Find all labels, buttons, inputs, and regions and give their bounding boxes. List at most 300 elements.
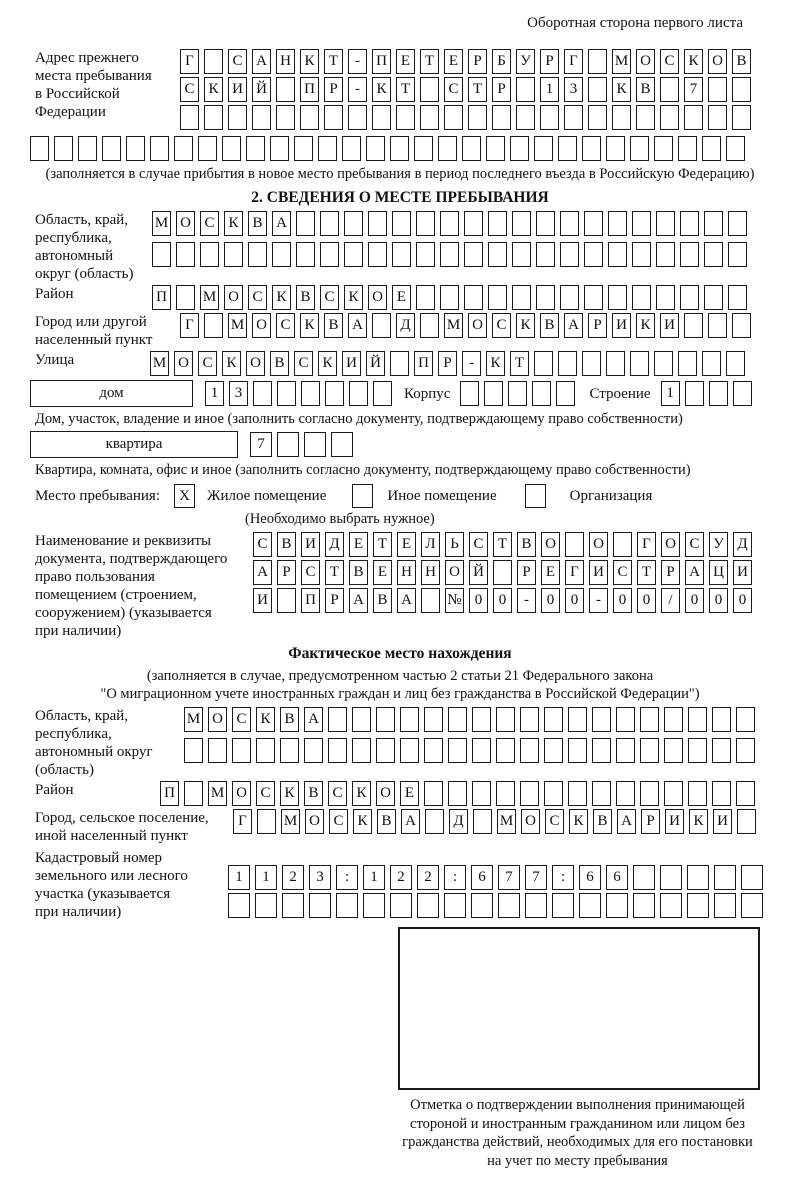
char-cell: 1 [363,865,385,890]
char-cell: - [348,49,367,74]
char-cell [584,242,603,267]
stroenie-label: Строение [589,385,651,402]
actual-district-block [35,781,765,806]
char-cell [660,77,679,102]
char-cell: И [665,809,684,834]
char-cell [276,77,295,102]
char-cell: 0 [565,588,584,613]
char-cell: С [469,532,488,557]
char-cell: О [246,351,265,376]
char-cell [664,738,683,763]
char-cell [654,136,673,161]
char-cell [664,781,683,806]
char-cell: 0 [685,588,704,613]
char-cell: О [174,351,193,376]
char-cell: 2 [282,865,304,890]
char-cell: К [689,809,708,834]
char-cell: Т [493,532,512,557]
char-cell [664,707,683,732]
char-cell: 6 [471,865,493,890]
char-cell [228,893,250,918]
char-cell [276,105,295,130]
char-cell [184,781,203,806]
char-cell [616,707,635,732]
char-cell [688,707,707,732]
char-cell: Ц [709,560,728,585]
char-cell [256,738,275,763]
char-cell [444,893,466,918]
cadastre-row-1 [228,865,763,890]
char-cell [270,136,289,161]
house-row [30,380,765,407]
char-cell [176,285,195,310]
char-cell [324,105,343,130]
char-cell: К [318,351,337,376]
char-cell [684,313,703,338]
char-cell: 6 [579,865,601,890]
char-cell: 7 [525,865,547,890]
char-cell: Г [564,49,583,74]
prev-address-block [35,49,765,133]
char-cell [728,211,747,236]
char-cell [246,136,265,161]
apartment-note: Квартира, комната, офис и иное (заполнить согласно документу, подтверждающему право собственности) [35,462,691,478]
char-cell [376,707,395,732]
char-cell [592,738,611,763]
char-cell [486,136,505,161]
char-cell [30,136,49,161]
char-cell [472,707,491,732]
char-cell: Е [400,781,419,806]
char-cell [688,738,707,763]
char-cell [579,893,601,918]
char-cell: К [486,351,505,376]
actual-region-label: Область, край, республика, автономный округ (область) [35,708,153,778]
char-cell [320,242,339,267]
document-label: Наименование и реквизиты документа, подтверждающего право пользования помещением (строением, сооружением) (указывается при наличии) [35,533,228,639]
char-cell [496,781,515,806]
char-cell [630,136,649,161]
char-cell [678,136,697,161]
char-cell: Т [468,77,487,102]
actual-location-title: Фактическое место нахождения [288,645,512,662]
char-cell: 0 [541,588,560,613]
char-cell: Е [349,532,368,557]
char-cell [640,781,659,806]
char-cell [414,136,433,161]
char-cell [252,105,271,130]
char-cell [342,136,361,161]
char-cell [373,381,392,406]
char-cell: Л [421,532,440,557]
char-cell: К [352,781,371,806]
char-cell [126,136,145,161]
char-cell: - [589,588,608,613]
char-cell [204,49,223,74]
char-cell [558,351,577,376]
char-cell [496,738,515,763]
char-cell: 0 [733,588,752,613]
char-cell [712,738,731,763]
char-cell: А [397,588,416,613]
char-cell [468,105,487,130]
char-cell [640,707,659,732]
house-note: Дом, участок, владение и иное (заполнить согласно документу, подтверждающему право собственности) [35,411,683,427]
char-cell [552,893,574,918]
char-cell: Й [252,77,271,102]
char-cell [420,105,439,130]
char-cell: Д [449,809,468,834]
char-cell: И [733,560,752,585]
char-cell: 2 [390,865,412,890]
char-cell [582,351,601,376]
char-cell [534,136,553,161]
char-cell: К [300,313,319,338]
stay-type-label: Место пребывания: [35,488,160,504]
cadastre-block [35,849,765,921]
char-cell: Т [510,351,529,376]
char-cell [460,381,479,406]
char-cell [733,381,752,406]
char-cell [516,105,535,130]
char-cell [708,77,727,102]
char-cell: К [300,49,319,74]
char-cell: О [708,49,727,74]
char-cell [328,707,347,732]
char-cell [390,136,409,161]
char-cell: В [636,77,655,102]
char-cell: С [198,351,217,376]
char-cell: К [280,781,299,806]
char-cell: С [329,809,348,834]
char-cell [510,136,529,161]
char-cell: Т [420,49,439,74]
actual-district-row [160,781,755,806]
char-cell [496,707,515,732]
char-cell: Е [392,285,411,310]
char-cell [488,285,507,310]
char-cell [304,738,323,763]
house-box-label: дом [30,380,193,407]
korpus-cells [460,381,575,406]
char-cell [331,432,353,457]
char-cell: О [636,49,655,74]
char-cell [471,893,493,918]
char-cell [498,893,520,918]
actual-region-row-2 [184,738,755,763]
char-cell: С [685,532,704,557]
char-cell [536,211,555,236]
char-cell: К [372,77,391,102]
actual-city-label: Город, сельское поселение, иной населенный пункт [35,810,209,844]
char-cell: М [184,707,203,732]
char-cell [390,893,412,918]
char-cell: О [176,211,195,236]
char-cell: Е [397,532,416,557]
char-cell: С [660,49,679,74]
char-cell: 0 [637,588,656,613]
char-cell: В [304,781,323,806]
char-cell [516,77,535,102]
char-cell [440,242,459,267]
char-cell [488,242,507,267]
char-cell: : [336,865,358,890]
char-cell: И [342,351,361,376]
char-cell: И [301,532,320,557]
street-block [35,351,765,376]
char-cell [152,242,171,267]
char-cell: С [294,351,313,376]
char-cell [680,211,699,236]
char-cell: В [248,211,267,236]
char-cell [608,211,627,236]
char-cell: Н [421,560,440,585]
char-cell [685,381,704,406]
char-cell [520,781,539,806]
actual-district-label: Район [35,782,74,798]
char-cell [633,893,655,918]
stay-type-note: (Необходимо выбрать нужное) [245,511,435,527]
char-cell [400,738,419,763]
char-cell: / [661,588,680,613]
actual-location-note-2: "О миграционном учете иностранных граждан и лиц без гражданства в Российской Федерации") [100,686,700,702]
char-cell [253,381,272,406]
char-cell [732,105,751,130]
char-cell [255,893,277,918]
prev-address-row-1 [180,49,751,74]
char-cell: К [344,285,363,310]
char-cell: В [593,809,612,834]
char-cell: С [256,781,275,806]
char-cell: М [200,285,219,310]
char-cell: Г [637,532,656,557]
char-cell: О [468,313,487,338]
char-cell: Т [396,77,415,102]
char-cell: О [541,532,560,557]
char-cell [464,242,483,267]
char-cell [150,136,169,161]
char-cell [424,738,443,763]
apartment-cells [250,432,353,457]
char-cell [392,242,411,267]
char-cell [616,738,635,763]
char-cell [512,285,531,310]
char-cell: В [377,809,396,834]
char-cell [309,893,331,918]
document-block [35,532,765,640]
char-cell [680,285,699,310]
char-cell: А [349,588,368,613]
prev-address-rows [180,49,751,133]
char-cell: Р [540,49,559,74]
char-cell [564,105,583,130]
char-cell: Й [469,560,488,585]
char-cell [301,381,320,406]
char-cell [702,136,721,161]
document-row-2 [253,560,752,585]
checkbox-other-premises [352,484,373,508]
char-cell: Н [397,560,416,585]
char-cell [726,351,745,376]
cadastre-row-2 [228,893,763,918]
char-cell [368,242,387,267]
char-cell [416,211,435,236]
char-cell [176,242,195,267]
char-cell: М [612,49,631,74]
char-cell [204,105,223,130]
char-cell [448,707,467,732]
char-cell [473,809,492,834]
char-cell: Т [325,560,344,585]
char-cell [534,351,553,376]
char-cell: А [253,560,272,585]
char-cell: М [228,313,247,338]
char-cell: Ь [445,532,464,557]
prev-address-row-2 [180,77,751,102]
char-cell [632,211,651,236]
char-cell [737,809,756,834]
char-cell: 7 [250,432,272,457]
char-cell: О [208,707,227,732]
char-cell [606,351,625,376]
city-block [35,313,765,349]
char-cell [660,893,682,918]
option-other-premises-label: Иное помещение [387,488,497,504]
actual-region-rows [184,707,755,766]
actual-location-note-1: (заполняется в случае, предусмотренном частью 2 статьи 21 Федерального закона [146,668,654,684]
char-cell [336,893,358,918]
char-cell [654,351,673,376]
char-cell: П [152,285,171,310]
char-cell [390,351,409,376]
char-cell [565,532,584,557]
char-cell [656,285,675,310]
char-cell: К [353,809,372,834]
char-cell: Т [637,560,656,585]
char-cell: 0 [469,588,488,613]
region-rows [152,211,747,270]
char-cell [304,432,326,457]
char-cell: А [685,560,704,585]
char-cell: Р [468,49,487,74]
char-cell: К [222,351,241,376]
char-cell: В [349,560,368,585]
char-cell [228,105,247,130]
city-label: Город или другой населенный пункт [35,314,153,348]
char-cell: 3 [564,77,583,102]
char-cell: К [224,211,243,236]
char-cell: Д [325,532,344,557]
char-cell [544,707,563,732]
char-cell [584,285,603,310]
char-cell [708,105,727,130]
char-cell: 1 [540,77,559,102]
char-cell: С [492,313,511,338]
region-block [35,211,765,283]
checkbox-residential: X [174,484,195,508]
char-cell [612,105,631,130]
char-cell [608,285,627,310]
char-cell [741,893,763,918]
char-cell: В [324,313,343,338]
prev-address-note: (заполняется в случае прибытия в новое место пребывания в период последнего въезда в Российскую Федерацию) [45,166,755,182]
region-row-1 [152,211,747,236]
cadastre-rows [228,865,763,921]
char-cell: О [368,285,387,310]
char-cell: 7 [498,865,520,890]
char-cell [102,136,121,161]
char-cell [320,211,339,236]
char-cell: И [660,313,679,338]
char-cell [728,285,747,310]
char-cell [416,242,435,267]
char-cell: С [545,809,564,834]
char-cell [560,285,579,310]
stamp-caption: Отметка о подтверждении выполнения принимающей стороной и иностранным гражданином или лицом без гражданства действий, необходимых для его постановки на учет по месту пребывания [402,1097,753,1169]
char-cell: С [301,560,320,585]
char-cell [462,136,481,161]
char-cell [376,738,395,763]
char-cell: М [208,781,227,806]
char-cell [372,313,391,338]
char-cell: С [232,707,251,732]
char-cell [588,49,607,74]
char-cell [232,738,251,763]
char-cell [416,285,435,310]
char-cell [328,738,347,763]
char-cell [630,351,649,376]
char-cell [180,105,199,130]
char-cell [78,136,97,161]
char-cell [656,242,675,267]
char-cell [472,781,491,806]
char-cell: И [713,809,732,834]
char-cell: М [281,809,300,834]
char-cell [732,77,751,102]
char-cell [224,242,243,267]
prev-address-row-3 [180,105,751,130]
char-cell: О [376,781,395,806]
char-cell [736,707,755,732]
char-cell: М [150,351,169,376]
char-cell: О [232,781,251,806]
char-cell [204,313,223,338]
char-cell: Й [366,351,385,376]
korpus-label: Корпус [404,385,451,402]
char-cell [588,77,607,102]
char-cell: 0 [709,588,728,613]
char-cell: В [296,285,315,310]
char-cell: Р [277,560,296,585]
char-cell [560,211,579,236]
char-cell: О [305,809,324,834]
char-cell: Н [276,49,295,74]
char-cell [280,738,299,763]
char-cell [712,781,731,806]
char-cell [464,285,483,310]
char-cell: 6 [606,865,628,890]
char-cell [525,893,547,918]
char-cell [184,738,203,763]
char-cell [726,136,745,161]
char-cell: П [414,351,433,376]
char-cell: К [516,313,535,338]
char-cell [640,738,659,763]
char-cell [438,136,457,161]
char-cell: И [589,560,608,585]
char-cell: Г [233,809,252,834]
char-cell: : [444,865,466,890]
